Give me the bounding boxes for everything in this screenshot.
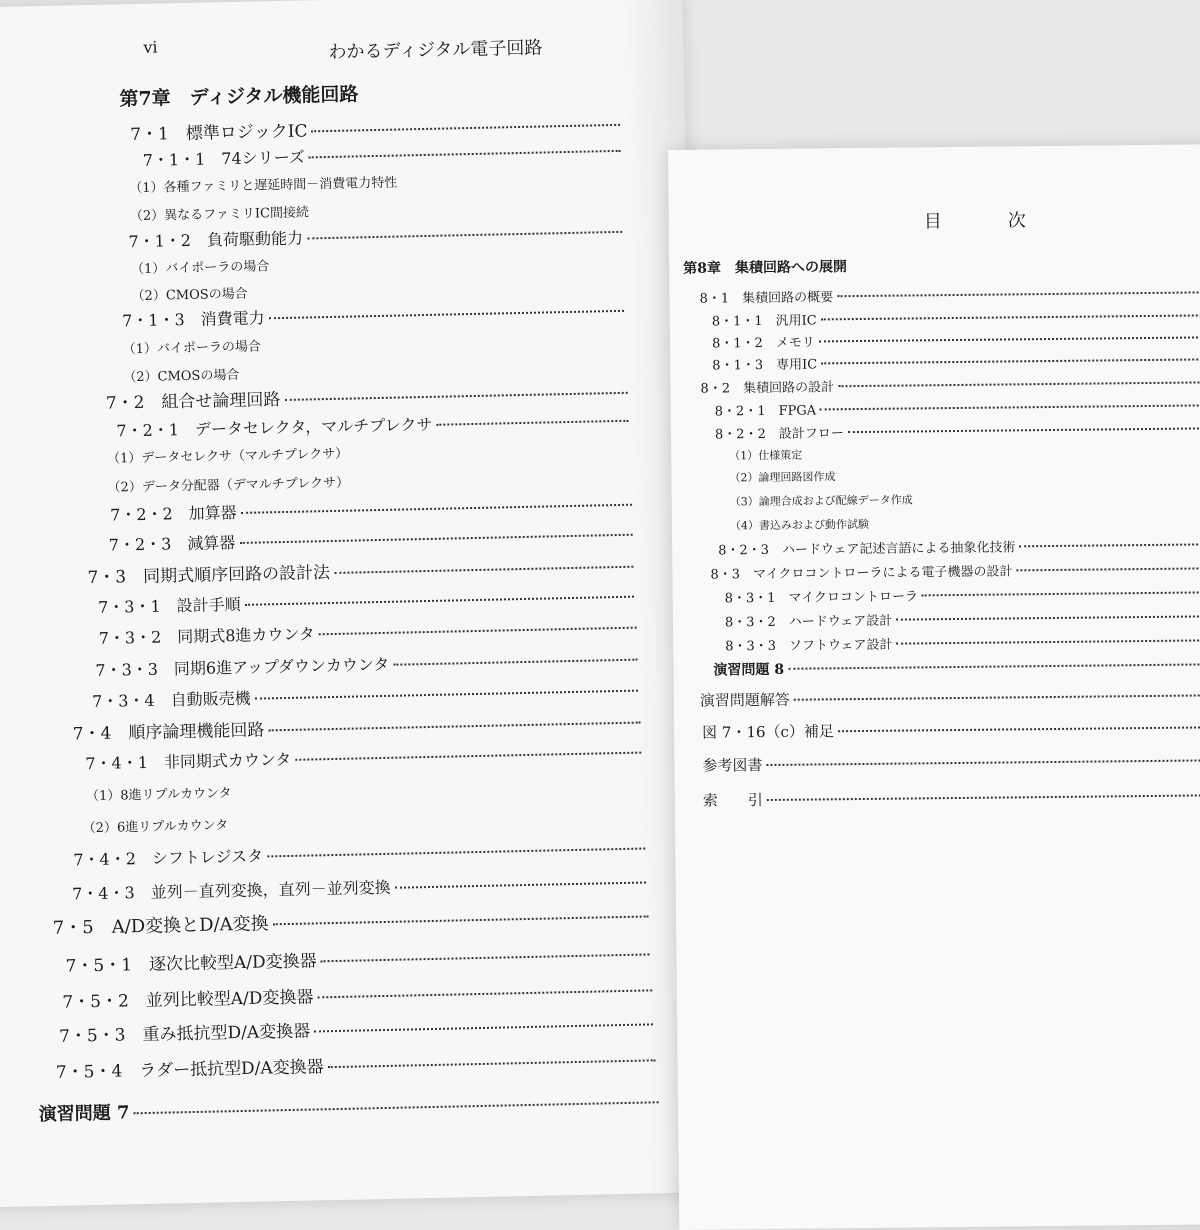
toc-entry[interactable]: 演習問題 7	[38, 1087, 658, 1126]
toc-entry[interactable]: 7・5・3 重み抵抗型D/A変換器	[59, 1009, 653, 1046]
toc-entry[interactable]: 8・2・1 FPGA	[715, 395, 1200, 419]
toc-entry[interactable]: 8・3・1 マイクロコントローラ	[725, 582, 1200, 606]
toc-entry[interactable]: 7・5 A/D変換とD/A変換	[53, 901, 649, 939]
toc-entry[interactable]: （1）バイポーラの場合	[122, 339, 262, 358]
toc-entry[interactable]: 8・1・2 メモリ	[712, 327, 1200, 351]
toc-entry[interactable]: 7・3・1 設計手順	[98, 584, 634, 618]
toc-entry[interactable]: （2）CMOSの場合	[123, 367, 240, 386]
toc-entry[interactable]: （1）仕様策定	[729, 448, 803, 463]
toc-entry[interactable]: 7・2・2 加算器	[110, 492, 632, 526]
toc-entry[interactable]: 7・1・1 74シリーズ	[142, 138, 620, 171]
toc-entry[interactable]: 7・3・3 同期6進アップダウンカウンタ	[95, 647, 637, 681]
toc-entry[interactable]: 8・1・3 専用IC	[712, 349, 1200, 373]
toc-entry[interactable]: 7・1・3 消費電力	[122, 298, 624, 332]
toc-entry[interactable]: 8・2 集積回路の設計	[700, 372, 1200, 396]
page-number: vi	[143, 37, 158, 57]
toc-entry[interactable]: 7・3 同期式順序回路の設計法	[87, 552, 633, 588]
toc-entry[interactable]: 参考図書	[702, 749, 1200, 775]
toc-entry[interactable]: （2）6進リプルカウンタ	[82, 818, 229, 837]
toc-entry[interactable]: （2）データ分配器（デマルチプレクサ）	[107, 475, 350, 496]
chapter-8-heading: 第8章 集積回路への展開	[683, 259, 848, 277]
chapter-7-heading: 第7章 ディジタル機能回路	[119, 83, 359, 111]
toc-entry[interactable]: 8・2・3 ハードウェア記述言語による抽象化技術	[718, 534, 1200, 558]
toc-entry[interactable]: （4）書込みおよび動作試験	[729, 517, 869, 533]
toc-entry[interactable]: 演習問題 8	[713, 654, 1200, 679]
toc-entry[interactable]: （1）8進リプルカウンタ	[85, 786, 232, 805]
toc-entry[interactable]: 7・2・3 減算器	[109, 522, 633, 556]
toc-entry[interactable]: 7・5・4 ラダー抵抗型D/A変換器	[56, 1045, 656, 1083]
toc-entry[interactable]: （1）データセレクサ（マルチプレクサ）	[106, 446, 349, 467]
toc-entry[interactable]: 7・3・2 同期式8進カウンタ	[98, 615, 636, 649]
toc-entry[interactable]: （2）異なるファミリIC間接続	[129, 205, 310, 225]
toc-entry[interactable]: 図 7・16（c）補足	[702, 716, 1200, 742]
toc-entry[interactable]: 8・3 マイクロコントローラによる電子機器の設計	[710, 558, 1200, 582]
toc-entry[interactable]: 8・1 集積回路の概要	[699, 282, 1200, 306]
toc-entry[interactable]: （1）バイポーラの場合	[130, 259, 270, 278]
toc-entry[interactable]: （2）論理回路図作成	[729, 470, 836, 485]
toc-entry[interactable]: 8・2・2 設計フロー	[715, 418, 1200, 442]
toc-entry[interactable]: 7・2 組合せ論理回路	[106, 378, 628, 414]
toc-entry[interactable]: 7・3・4 自動販売機	[92, 678, 638, 712]
toc-entry[interactable]: 7・4・3 並列－直列変換，直列－並列変換	[72, 869, 646, 904]
toc-entry[interactable]: 8・3・3 ソフトウェア設計	[725, 630, 1200, 654]
toc-entry[interactable]: 7・4・2 シフトレジスタ	[73, 836, 645, 871]
toc-entry[interactable]: 8・1・1 汎用IC	[712, 305, 1200, 329]
toc-entry[interactable]: 7・4・1 非同期式カウンタ	[85, 740, 641, 775]
toc-entry[interactable]: 演習問題解答	[700, 684, 1200, 710]
toc-entry[interactable]: 7・2・1 データセレクタ，マルチプレクサ	[116, 408, 628, 442]
toc-entry[interactable]: 7・5・2 並列比較型A/D変換器	[62, 975, 652, 1012]
toc-entry[interactable]: 7・4 順序論理機能回路	[72, 708, 640, 745]
toc-entry[interactable]: 8・3・2 ハードウェア設計	[725, 606, 1200, 630]
toc-entry[interactable]: 7・1 標準ロジックIC	[130, 110, 620, 145]
book-title: わかるディジタル電子回路	[328, 37, 543, 63]
toc-entry[interactable]: 7・1・2 負荷駆動能力	[128, 219, 622, 252]
toc-entry[interactable]: （3）論理合成および配線データ作成	[729, 493, 913, 509]
toc-entry[interactable]: （1）各種ファミリと遅延時間－消費電力特性	[129, 175, 398, 197]
right-page	[668, 144, 1200, 1230]
right-page-header: 目 次	[923, 210, 1050, 233]
toc-entry[interactable]: 索 引	[703, 784, 1200, 810]
toc-entry[interactable]: （2）CMOSの場合	[131, 286, 248, 305]
toc-entry[interactable]: 7・5・1 逐次比較型A/D変換器	[65, 939, 649, 976]
